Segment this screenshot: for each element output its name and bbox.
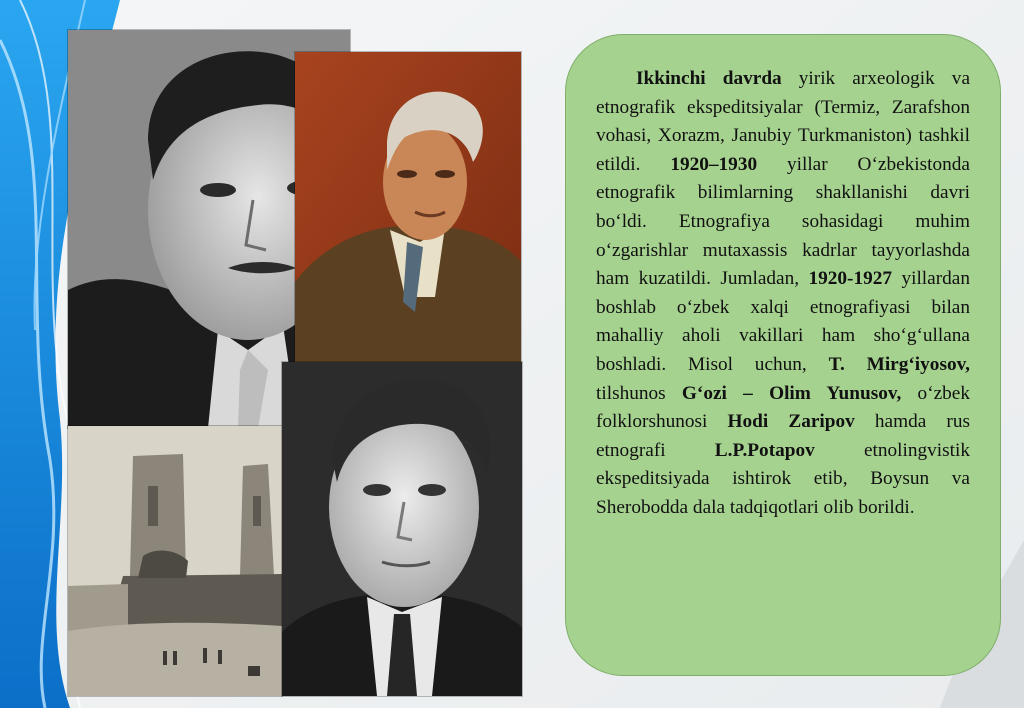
bold-years-1920-1930: 1920–1930 (670, 153, 758, 175)
text-panel (565, 34, 1001, 676)
bold-years-1920-1927: 1920-1927 (808, 268, 893, 290)
text-run: etnolingvistik ekspeditsiyada ishtirok etib, Boysun va Sherobodda dala tadqiqotlari olib borildi. (596, 439, 970, 518)
portrait-photo-4 (282, 362, 522, 696)
bold-name-potapov: L.P.Potapov (714, 439, 815, 461)
text-run: yillardan boshlab o‘zbek xalqi etnografiyasi bilan mahalliy aholi vakillari ham sho‘g‘ullana boshladi. Misol uchun, (596, 268, 970, 375)
text-run: o‘zbek folklorshunosi (596, 382, 971, 433)
text-run: tilshunos (596, 382, 682, 404)
body-paragraph (596, 65, 970, 523)
text-run: yillar O‘zbekistonda etnografik bilimlarning shakllanishi davri bo‘ldi. Etnografiya sohasidagi muhim o‘zgarishlar mutaxassis kadrlar tayyorlashda ham kuzatildi. Jumladan, (596, 153, 970, 290)
text-run: hamda rus etnografi (596, 411, 970, 461)
portrait-icon (282, 362, 522, 696)
bold-name-yunusov: G‘ozi – Olim Yunusov, (681, 382, 902, 404)
text-run: yirik arxeologik va etnografik ekspeditsiyalar (Termiz, Zarafshon vohasi, Xorazm, Janubiy Turkmaniston) tashkil etildi. (596, 68, 971, 175)
bold-name-mirgiyosov: T. Mirg‘iyosov, (828, 353, 970, 375)
portrait-icon (295, 52, 521, 362)
ruins-engraving (68, 426, 282, 696)
bold-phrase-ikkinchi-davrda: Ikkinchi davrda (636, 68, 782, 89)
bold-name-zaripov: Hodi Zaripov (727, 411, 855, 433)
ruins-icon (68, 426, 282, 696)
portrait-painting-2 (295, 52, 521, 362)
